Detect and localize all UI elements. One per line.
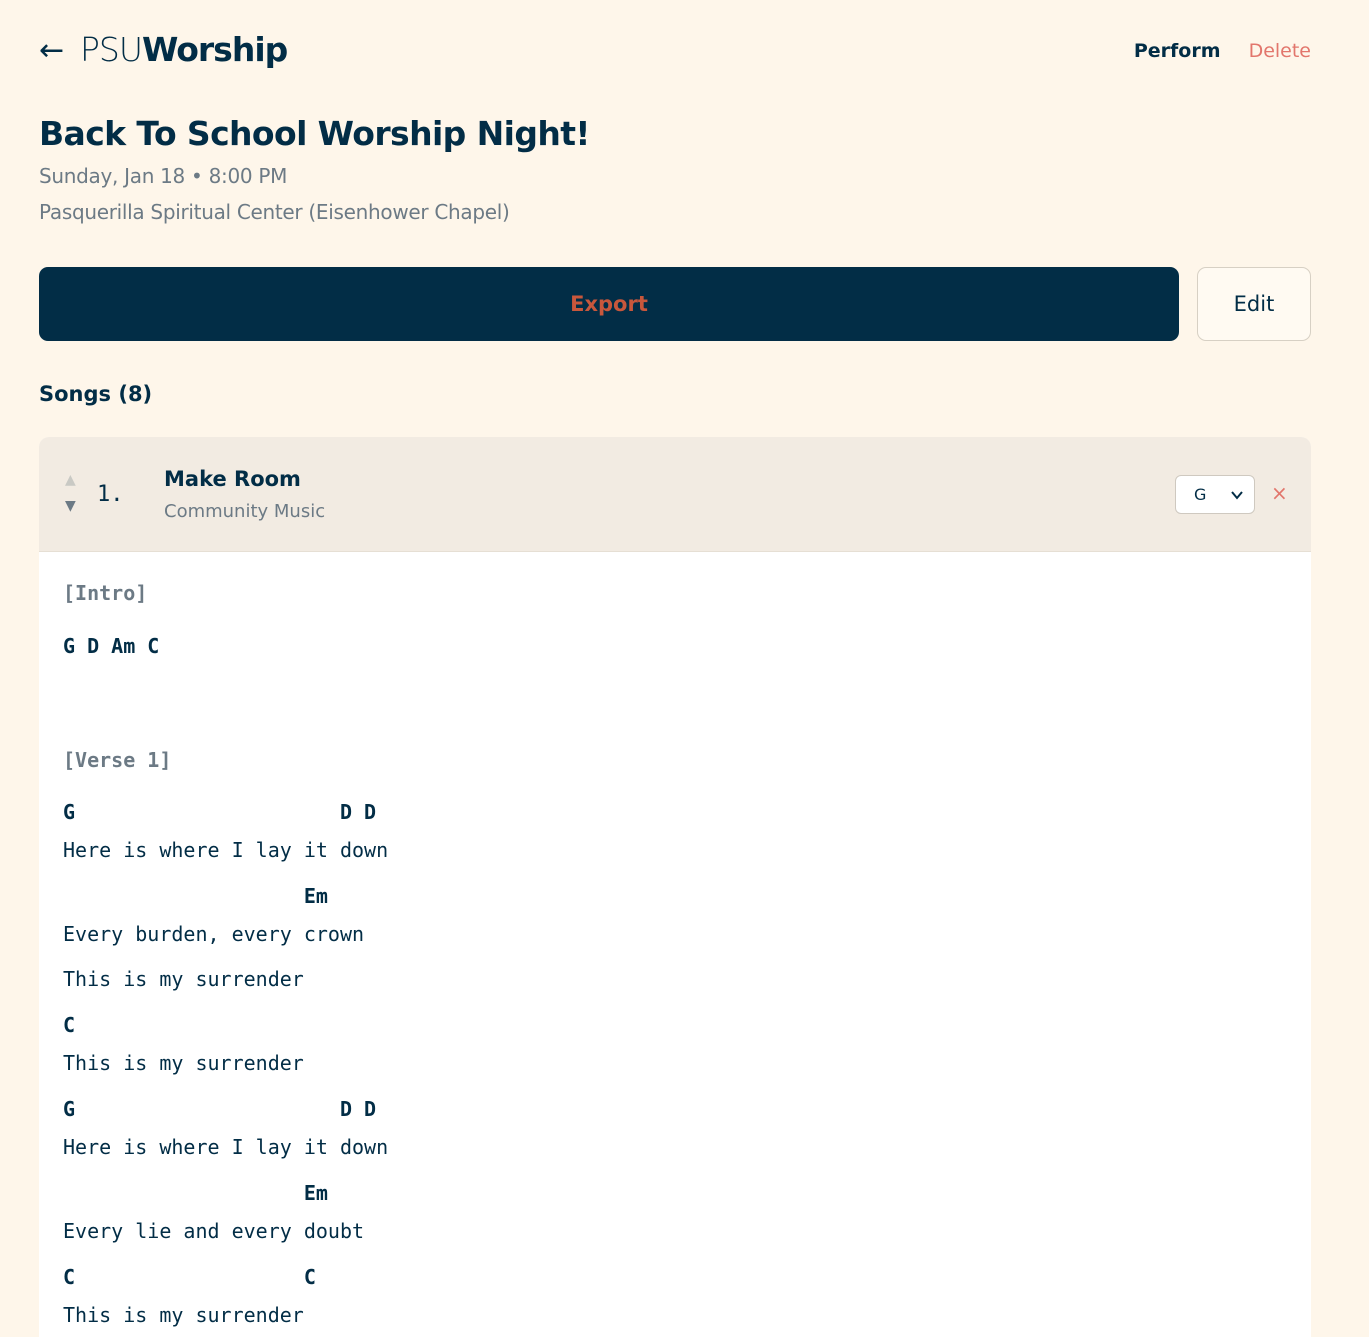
chevron-down-icon [1230, 488, 1244, 502]
song-title: Make Room [164, 467, 301, 491]
chord-line: G D D [63, 1097, 377, 1121]
chord-line: Em [63, 1181, 328, 1205]
section-label: [Verse 1] [63, 748, 172, 772]
key-select[interactable] [1175, 475, 1255, 514]
chord-line: G D D [63, 800, 377, 824]
event-title: Back To School Worship Night! [39, 114, 590, 153]
chord-line: G D Am C [63, 634, 160, 658]
edit-button[interactable]: Edit [1197, 267, 1311, 341]
top-bar [39, 28, 1311, 74]
back-arrow-icon[interactable]: ← [39, 33, 65, 68]
song-card [39, 437, 1311, 1337]
event-date-time: Sunday, Jan 18 • 8:00 PM [39, 164, 288, 188]
key-select-value: G [1194, 485, 1207, 504]
delete-link[interactable]: Delete [1248, 40, 1311, 62]
lyric-line: Every lie and every doubt [63, 1219, 365, 1243]
move-down-icon[interactable]: ▼ [65, 498, 76, 514]
lyric-line: This is my surrender [63, 1051, 304, 1075]
logo-psu: PSU [80, 30, 143, 69]
lyric-line: Here is where I lay it down [63, 1135, 389, 1159]
lyric-line: Every burden, every crown [63, 922, 365, 946]
export-button[interactable]: Export [39, 267, 1179, 341]
section-label: [Intro] [63, 581, 148, 605]
lyric-line: This is my surrender [63, 1303, 304, 1327]
lyric-line: Here is where I lay it down [63, 838, 389, 862]
song-header [39, 437, 1311, 552]
remove-song-button[interactable]: × [1271, 481, 1288, 505]
chord-line: C C [63, 1265, 316, 1289]
logo[interactable] [80, 30, 287, 70]
song-number: 1. [97, 482, 124, 507]
songs-heading: Songs (8) [39, 382, 153, 406]
move-up-icon[interactable]: ▲ [65, 472, 76, 488]
chord-line: Em [63, 884, 328, 908]
logo-worship: Worship [142, 30, 288, 69]
lyric-line: This is my surrender [63, 967, 304, 991]
chord-line: C [63, 1013, 76, 1037]
perform-link[interactable]: Perform [1133, 40, 1221, 62]
header-actions [1134, 38, 1311, 64]
event-location: Pasquerilla Spiritual Center (Eisenhower Chapel) [39, 200, 510, 224]
song-artist: Community Music [164, 501, 326, 522]
